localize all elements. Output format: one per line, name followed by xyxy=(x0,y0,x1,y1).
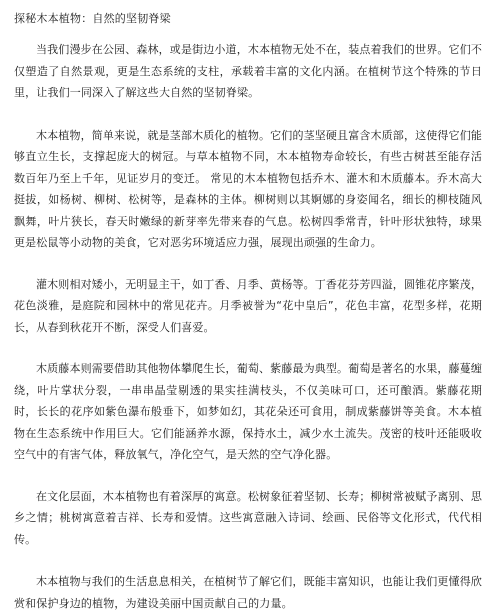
document-title: 探秘木本植物：自然的坚韧脊梁 xyxy=(14,12,171,25)
paragraph-intro: 当我们漫步在公园、森林，或是街边小道，木本植物无处不在，装点着我们的世界。它们不仅塑造了自然景观，更是生态系统的支柱，承载着丰富的文化内涵。在植树节这个特殊的节日里，让我们一同深入了解这些大自然的坚韧脊梁。 xyxy=(14,43,482,99)
paragraph-shrubs: 灌木则相对矮小，无明显主干，如丁香、月季、黄杨等。丁香花芬芳四溢，圆锥花序繁茂，花色淡雅，是庭院和园林中的常见花卉。月季被誉为“花中皇后”，花色丰富，花型多样，花期长，从春到秋花开不断，深受人们喜爱。 xyxy=(14,277,482,334)
paragraph-culture: 在文化层面，木本植物也有着深厚的寓意。松树象征着坚韧、长寿；柳树常被赋予离别、思乡之情；桃树寓意着吉祥、长寿和爱情。这些寓意融入诗词、绘画、民俗等文化形式，代代相传。 xyxy=(14,489,482,546)
paragraph-vines: 木质藤本则需要借助其他物体攀爬生长，葡萄、紫藤最为典型。葡萄是著名的水果，藤蔓缠绕，叶片掌状分裂，一串串晶莹剔透的果实挂满枝头，不仅美味可口，还可酿酒。紫藤花期时，长长的花序如紫色瀑布般垂下，如梦如幻，其花朵还可食用，制成紫藤饼等美食。木本植物在生态系统中作用巨大。它们能涵养水源，保持水土，减少水土流失。茂密的枝叶还能吸收空气中的有害气体，释放氧气，净化空气，是天然的空气净化器。 xyxy=(14,362,482,461)
paragraph-conclusion: 木本植物与我们的生活息息相关，在植树节了解它们，既能丰富知识，也能让我们更懂得欣赏和保护身边的植物，为建设美丽中国贡献自己的力量。 xyxy=(14,575,482,610)
document xyxy=(14,0,482,614)
paragraph-definition: 木本植物，简单来说，就是茎部木质化的植物。它们的茎坚硬且富含木质部，这使得它们能够直立生长，支撑起庞大的树冠。与草本植物不同，木本植物寿命较长，有些古树甚至能存活数百年乃至上千年，见证岁月的变迁。 常见的木本植物包括乔木、灌木和木质藤本。乔木高大挺拔，如杨树、柳树、松树等，是森林的主体。柳树则以其婀娜的身姿闻名，细长的柳枝随风飘舞，叶片狭长，春天时嫩绿的新芽率先带来春的气息。松树四季常青，针叶形状独特，球果更是松鼠等小动物的美食，它对恶劣环境适应力强，展现出顽强的生命力。 xyxy=(14,128,482,249)
